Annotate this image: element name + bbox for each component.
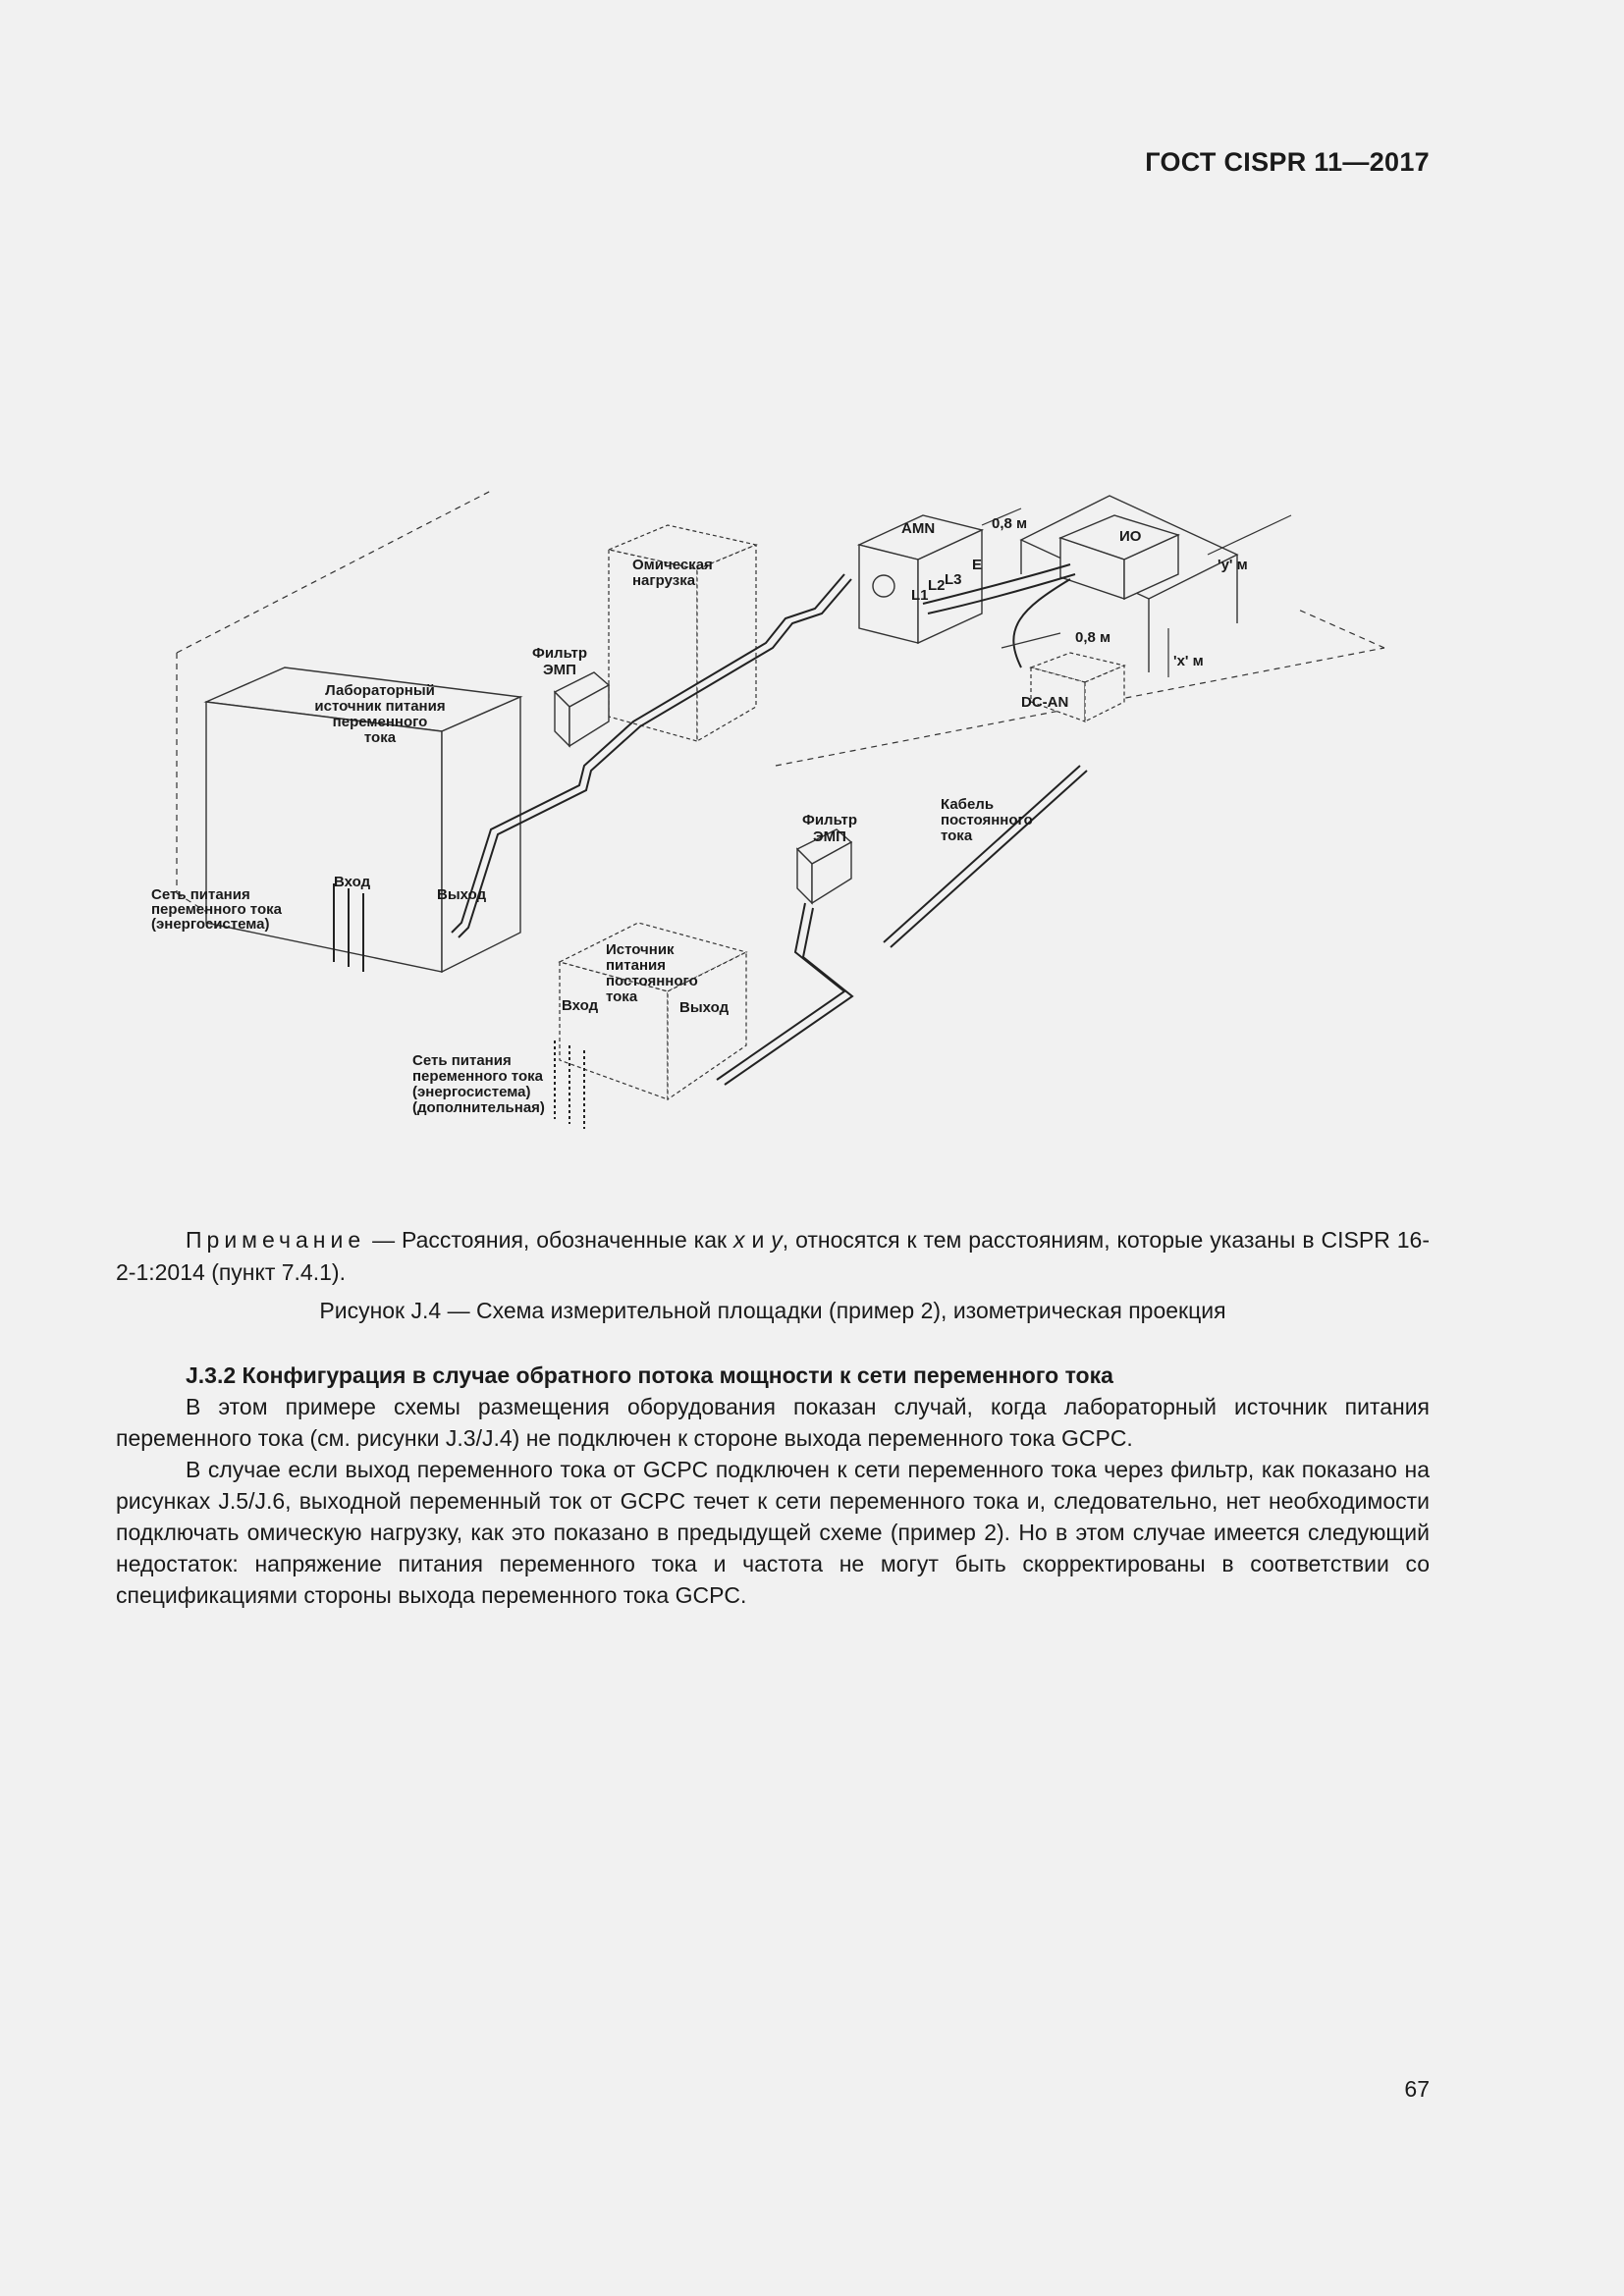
emi-filter-top <box>555 672 609 746</box>
label-dc-cable: Кабель постоянного тока <box>941 796 1033 844</box>
label-lab-ac-source: Лабораторный источник питания переменного тока <box>314 682 446 746</box>
label-amn: AMN <box>901 520 936 537</box>
label-l2: L2 <box>928 577 946 594</box>
section-heading: J.3.2 Конфигурация в случае обратного потока мощности к сети переменного тока <box>186 1362 1113 1388</box>
label-l3: L3 <box>945 571 962 588</box>
page-number: 67 <box>1404 2076 1430 2102</box>
label-lab-input: Вход <box>334 874 371 890</box>
label-l1: L1 <box>911 587 929 604</box>
label-dc-source: Источник питания постоянного тока <box>606 941 698 1005</box>
label-dc-an: DC-AN <box>1021 694 1069 711</box>
paragraph-1: В этом примере схемы размещения оборудования показан случай, когда лабораторный источник питания переменного тока (см. рисунки J.3/J.4) не подключен к стороне выхода переменного тока GCPC. <box>116 1394 1430 1451</box>
label-lab-output: Выход <box>437 886 487 903</box>
figure-caption: Рисунок J.4 — Схема измерительной площадки (пример 2), изометрическая проекция <box>319 1298 1226 1323</box>
label-ac-mains-extra: Сеть питания переменного тока (энергосистема) (дополнительная) <box>412 1052 545 1116</box>
figure-j4-diagram <box>137 471 1414 1158</box>
note-label: Примечание <box>186 1227 366 1253</box>
label-dc-output: Выход <box>679 999 730 1016</box>
label-filter-top: Фильтр ЭМП <box>532 645 587 678</box>
label-ac-mains: Сеть питания переменного тока (энергосистема) <box>151 886 282 933</box>
label-y-dim: 'y' м <box>1218 557 1248 573</box>
isometric-diagram <box>137 471 1414 1158</box>
section-j-3-2 <box>116 1360 1430 1611</box>
label-dist-mid: 0,8 м <box>1075 629 1111 646</box>
label-dist-top: 0,8 м <box>992 515 1028 532</box>
dc-an-box <box>1031 653 1124 721</box>
paragraph-2: В случае если выход переменного тока от GCPC подключен к сети переменного тока через фильтр, как показано на рисунках J.5/J.6, выходной переменный ток от GCPC течет к сети переменного тока и, следовательно, нет необходимости подключать омическую нагрузку, как это показано в предыдущей схеме (пример 2). Но в этом случае имеется следующий недостаток: напряжение питания переменного тока и частота не могут быть скорректированы в соответствии со спецификациями стороны выхода переменного тока GCPC. <box>116 1457 1430 1608</box>
figure-note: Примечание — Расстояния, обозначенные как x и y, относятся к тем расстояниям, которые указаны в CISPR 16-2-1:2014 (пункт 7.4.1). <box>116 1227 1430 1285</box>
document-header: ГОСТ CISPR 11—2017 <box>1145 147 1430 177</box>
label-ohmic-load: Омическая нагрузка <box>632 557 713 589</box>
label-filter-bottom: Фильтр ЭМП <box>802 812 857 845</box>
label-dc-input: Вход <box>562 997 599 1014</box>
label-eut: ИО <box>1119 528 1142 545</box>
label-x-dim: 'x' м <box>1173 653 1204 669</box>
label-e: E <box>972 557 983 573</box>
